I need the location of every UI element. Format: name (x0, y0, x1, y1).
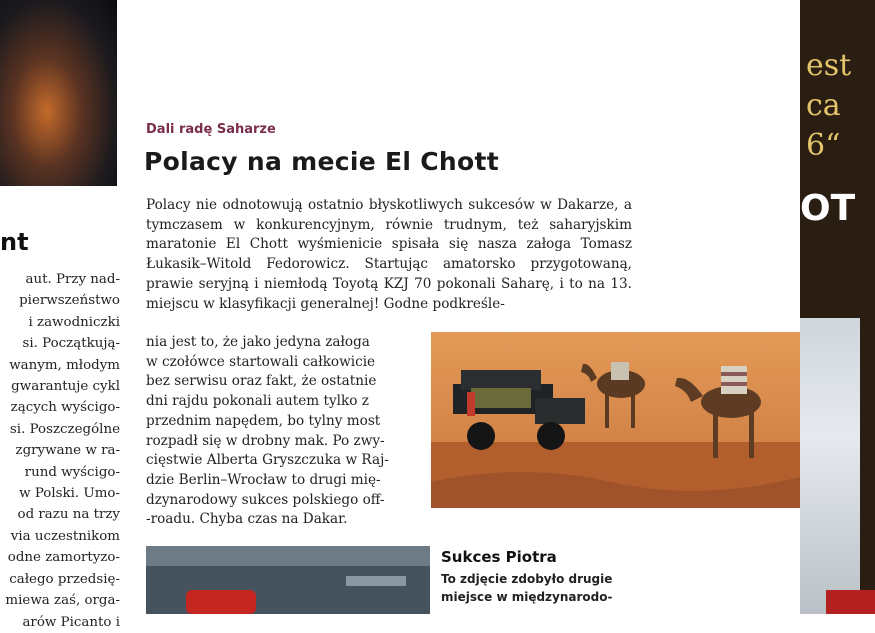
edge-title-fragments (806, 46, 851, 166)
edge-red-block (826, 590, 875, 614)
left-page-line: zgrywane w ra- (15, 443, 120, 459)
racing-photo (146, 546, 430, 614)
left-page-line: via uczestnikom (10, 528, 120, 544)
left-page-line: wanym, młodym (9, 357, 120, 373)
article-body-line: bez serwisu oraz fakt, że ostatnie (146, 373, 377, 390)
edge-car-photo (800, 318, 860, 614)
racing-illustration (146, 546, 430, 614)
article-body-line: -roadu. Chyba czas na Dakar. (146, 511, 348, 528)
left-page-line: całego przedsię- (9, 571, 120, 587)
edge-title-fragment: 6“ (806, 128, 841, 163)
article-kicker: Dali radę Saharze (146, 122, 276, 137)
race-car-icon (186, 590, 256, 614)
sidebar-line: miejsce w międzynarodo- (441, 590, 613, 604)
left-page-line: arów Picanto i (22, 614, 120, 630)
article-body-line: cięstwie Alberta Gryszczuka w Raj- (146, 452, 389, 469)
article-body-intro: Polacy nie odnotowują ostatnio błyskotliwych sukcesów w Dakarze, a tymczasem w konkurencyjnym, równie trudnym, też saharyjskim maratonie El Chott wyśmienicie spisała się nasza załoga Tomasz Łukasik–Witold Fedorowicz. Startując amatorsko przygotowaną, prawie seryjną i niemłodą Toyotą KZJ 70 pokonali Saharę, i to na 13. miejscu w klasyfikacji generalnej! Godne podkreśle- (146, 197, 632, 312)
article-body-line: rozpadł się w drobny mak. Po zwy- (146, 432, 385, 449)
left-page-line: pierwszeństwo (19, 293, 120, 309)
left-page-line: si. Poszczególne (9, 421, 120, 437)
article-body-line: dni rajdu pokonali autem tylko z (146, 393, 369, 410)
left-page-photo (0, 0, 117, 186)
desert-rally-illustration (431, 332, 800, 508)
left-page-line: si. Początkują- (22, 336, 120, 352)
sidebar-text (441, 570, 612, 606)
sidebar-line: To zdjęcie zdobyło drugie (441, 572, 613, 586)
left-page-line: aut. Przy nad- (25, 272, 120, 287)
article-body-line: dzie Berlin–Wrocław to drugi mię- (146, 471, 381, 488)
article-body-column (146, 333, 430, 530)
left-page-line: gwarantuje cykl (11, 379, 120, 395)
article-headline: Polacy na mecie El Chott (144, 147, 499, 176)
left-page-line: w Polski. Umo- (19, 486, 120, 502)
left-page-line: od razu na trzy (17, 507, 120, 523)
edge-title-fragment: ca (806, 88, 841, 123)
left-page-line: i zawodniczki (28, 314, 120, 330)
article-body-line: w czołówce startowali całkowicie (146, 353, 376, 370)
left-page-line: odne zamortyzo- (7, 550, 120, 566)
left-page-text (0, 269, 120, 633)
edge-ot-text: OT (800, 188, 856, 229)
article-body-line: przednim napędem, bo tylny most (146, 412, 381, 429)
left-page-line: miewa zaś, orga- (5, 593, 120, 609)
left-page-line: zących wyścigo- (10, 400, 120, 416)
article-body-line: dzynarodowy sukces polskiego off- (146, 491, 385, 508)
edge-title-fragment: est (806, 48, 852, 83)
left-page-heading: nt (0, 228, 29, 256)
desert-rally-photo (431, 332, 800, 508)
sidebar-heading: Sukces Piotra (441, 548, 557, 566)
left-page-line: rund wyścigo- (24, 464, 120, 480)
article-body-line: nia jest to, że jako jedyna załoga (146, 334, 370, 350)
